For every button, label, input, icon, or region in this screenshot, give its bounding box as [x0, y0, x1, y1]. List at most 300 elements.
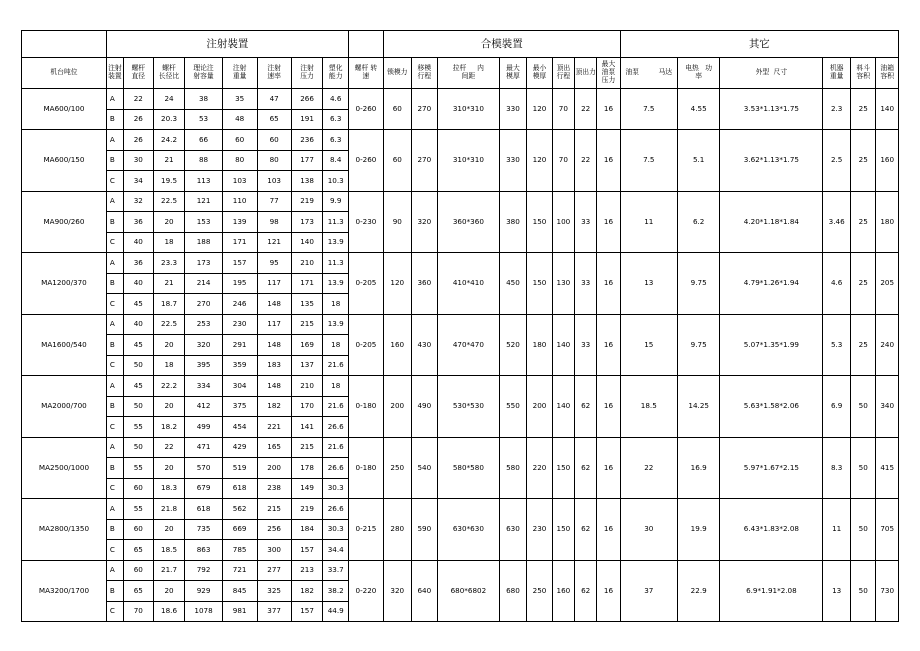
- cell-plast: 38.2: [323, 581, 348, 602]
- cell-weight: 375: [222, 396, 257, 417]
- table-row: [22, 253, 899, 274]
- cell-eject-stroke: 140: [552, 376, 574, 438]
- cell-eject-force: 62: [575, 560, 597, 622]
- cell-tiebar: 630*630: [438, 499, 500, 561]
- cell-stroke: 540: [411, 437, 438, 499]
- cell-hopper: 25: [850, 89, 875, 130]
- cell-clamp: 60: [383, 89, 411, 130]
- cell-plast: 30.3: [323, 478, 348, 499]
- cell-plast: 26.6: [323, 458, 348, 479]
- cell-min-mold: 250: [527, 560, 552, 622]
- cell-weight: 103: [222, 171, 257, 192]
- cell-rate: 325: [257, 581, 291, 602]
- cell-weight: 246: [222, 294, 257, 315]
- cell-weight: 110: [222, 191, 257, 212]
- cell-speed: 0-220: [348, 560, 383, 622]
- cell-pressure: 173: [291, 212, 323, 233]
- cell-ld: 21.7: [153, 560, 185, 581]
- cell-vol: 735: [185, 519, 222, 540]
- cell-weight: 304: [222, 376, 257, 397]
- injection-unit: B: [106, 519, 123, 540]
- cell-plast: 21.6: [323, 355, 348, 376]
- cell-dia: 26: [123, 109, 153, 130]
- cell-min-mold: 120: [527, 130, 552, 192]
- cell-plast: 18: [323, 294, 348, 315]
- column-header: 最小 模厚: [527, 58, 552, 89]
- cell-dia: 60: [123, 560, 153, 581]
- injection-unit: A: [106, 314, 123, 335]
- cell-eject-force: 62: [575, 437, 597, 499]
- cell-pressure: 219: [291, 191, 323, 212]
- cell-eject-stroke: 70: [552, 130, 574, 192]
- table-row: [22, 191, 899, 212]
- cell-dia: 40: [123, 273, 153, 294]
- column-header: 油箱 容积: [876, 58, 899, 89]
- cell-dia: 36: [123, 253, 153, 274]
- injection-unit: B: [106, 335, 123, 356]
- cell-vol: 792: [185, 560, 222, 581]
- cell-dia: 50: [123, 437, 153, 458]
- cell-heater: 19.9: [677, 499, 719, 561]
- cell-weight: 519: [222, 458, 257, 479]
- cell-tiebar: 580*580: [438, 437, 500, 499]
- cell-vol: 173: [185, 253, 222, 274]
- table-row: [22, 560, 899, 581]
- cell-ld: 20: [153, 458, 185, 479]
- cell-ld: 18: [153, 355, 185, 376]
- cell-plast: 26.6: [323, 499, 348, 520]
- cell-dia: 55: [123, 499, 153, 520]
- cell-vol: 499: [185, 417, 222, 438]
- cell-weight: 359: [222, 355, 257, 376]
- cell-rate: 300: [257, 540, 291, 561]
- cell-vol: 570: [185, 458, 222, 479]
- cell-eject-stroke: 100: [552, 191, 574, 253]
- cell-ld: 18.5: [153, 540, 185, 561]
- cell-ld: 18: [153, 232, 185, 253]
- cell-hopper: 50: [850, 437, 875, 499]
- cell-machine-weight: 11: [823, 499, 851, 561]
- cell-eject-stroke: 160: [552, 560, 574, 622]
- cell-clamp: 320: [383, 560, 411, 622]
- cell-clamp: 250: [383, 437, 411, 499]
- cell-rate: 377: [257, 601, 291, 622]
- cell-eject-force: 22: [575, 89, 597, 130]
- machine-model: MA1600/540: [22, 314, 107, 376]
- machine-model: MA2000/700: [22, 376, 107, 438]
- column-header-row: [22, 58, 899, 89]
- injection-unit: A: [106, 130, 123, 151]
- cell-speed: 0-205: [348, 253, 383, 315]
- cell-vol: 214: [185, 273, 222, 294]
- machine-model: MA600/150: [22, 130, 107, 192]
- cell-eject-force: 33: [575, 191, 597, 253]
- cell-rate: 65: [257, 109, 291, 130]
- cell-ld: 24.2: [153, 130, 185, 151]
- column-header: 理论注 射容量: [185, 58, 222, 89]
- cell-clamp: 160: [383, 314, 411, 376]
- cell-pressure: 266: [291, 89, 323, 110]
- injection-unit: C: [106, 417, 123, 438]
- cell-plast: 18: [323, 335, 348, 356]
- cell-weight: 195: [222, 273, 257, 294]
- cell-tank: 140: [876, 89, 899, 130]
- injection-unit: B: [106, 273, 123, 294]
- cell-pump-pressure: 16: [597, 89, 620, 130]
- cell-weight: 845: [222, 581, 257, 602]
- column-header: 机台吨位: [22, 58, 107, 89]
- cell-eject-force: 33: [575, 314, 597, 376]
- cell-machine-weight: 8.3: [823, 437, 851, 499]
- injection-unit: B: [106, 458, 123, 479]
- cell-plast: 33.7: [323, 560, 348, 581]
- cell-dia: 60: [123, 519, 153, 540]
- cell-max-mold: 330: [499, 130, 527, 192]
- cell-stroke: 430: [411, 314, 438, 376]
- cell-vol: 188: [185, 232, 222, 253]
- cell-vol: 929: [185, 581, 222, 602]
- injection-unit: A: [106, 376, 123, 397]
- cell-plast: 4.6: [323, 89, 348, 110]
- injection-unit: C: [106, 478, 123, 499]
- cell-weight: 454: [222, 417, 257, 438]
- cell-weight: 171: [222, 232, 257, 253]
- table-row: [22, 130, 899, 151]
- cell-max-mold: 450: [499, 253, 527, 315]
- group-header-row: [22, 31, 899, 58]
- cell-dia: 32: [123, 191, 153, 212]
- cell-hopper: 25: [850, 314, 875, 376]
- cell-dimensions: 5.97*1.67*2.15: [720, 437, 823, 499]
- group-other: 其它: [620, 31, 898, 58]
- cell-speed: 0-205: [348, 314, 383, 376]
- cell-pressure: 215: [291, 437, 323, 458]
- cell-weight: 157: [222, 253, 257, 274]
- cell-dia: 45: [123, 376, 153, 397]
- cell-rate: 117: [257, 314, 291, 335]
- cell-dia: 50: [123, 355, 153, 376]
- cell-machine-weight: 5.3: [823, 314, 851, 376]
- cell-max-mold: 680: [499, 560, 527, 622]
- cell-pressure: 171: [291, 273, 323, 294]
- cell-max-mold: 520: [499, 314, 527, 376]
- cell-speed: 0-215: [348, 499, 383, 561]
- cell-tiebar: 530*530: [438, 376, 500, 438]
- group-injection: 注射裝置: [106, 31, 348, 58]
- cell-weight: 139: [222, 212, 257, 233]
- cell-plast: 26.6: [323, 417, 348, 438]
- cell-pump-pressure: 16: [597, 191, 620, 253]
- column-header: 锁模力: [383, 58, 411, 89]
- cell-ld: 20: [153, 581, 185, 602]
- cell-ld: 18.3: [153, 478, 185, 499]
- cell-rate: 238: [257, 478, 291, 499]
- cell-plast: 6.3: [323, 130, 348, 151]
- cell-hopper: 25: [850, 191, 875, 253]
- cell-heater: 5.1: [677, 130, 719, 192]
- cell-pump-pressure: 16: [597, 253, 620, 315]
- cell-dia: 40: [123, 232, 153, 253]
- column-header: 最大 模厚: [499, 58, 527, 89]
- cell-machine-weight: 2.5: [823, 130, 851, 192]
- cell-vol: 253: [185, 314, 222, 335]
- column-header: 外型 尺寸: [720, 58, 823, 89]
- cell-vol: 270: [185, 294, 222, 315]
- cell-rate: 117: [257, 273, 291, 294]
- cell-dimensions: 5.63*1.58*2.06: [720, 376, 823, 438]
- cell-motor: 15: [620, 314, 677, 376]
- cell-stroke: 640: [411, 560, 438, 622]
- cell-pressure: 191: [291, 109, 323, 130]
- cell-pressure: 138: [291, 171, 323, 192]
- cell-vol: 863: [185, 540, 222, 561]
- cell-dia: 65: [123, 540, 153, 561]
- cell-pump-pressure: 16: [597, 437, 620, 499]
- cell-rate: 47: [257, 89, 291, 110]
- cell-weight: 35: [222, 89, 257, 110]
- cell-rate: 182: [257, 396, 291, 417]
- column-header: 料斗 容积: [850, 58, 875, 89]
- injection-unit: B: [106, 212, 123, 233]
- cell-pressure: 157: [291, 601, 323, 622]
- cell-dia: 30: [123, 150, 153, 171]
- cell-rate: 121: [257, 232, 291, 253]
- injection-unit: B: [106, 581, 123, 602]
- cell-ld: 20: [153, 519, 185, 540]
- cell-vol: 618: [185, 499, 222, 520]
- column-header: 塑化 能力: [323, 58, 348, 89]
- cell-plast: 13.9: [323, 273, 348, 294]
- cell-dia: 45: [123, 335, 153, 356]
- cell-dia: 34: [123, 171, 153, 192]
- cell-ld: 20: [153, 396, 185, 417]
- cell-vol: 113: [185, 171, 222, 192]
- cell-weight: 80: [222, 150, 257, 171]
- cell-hopper: 50: [850, 499, 875, 561]
- column-header: 拉杆 内 间距: [438, 58, 500, 89]
- cell-tank: 705: [876, 499, 899, 561]
- cell-clamp: 280: [383, 499, 411, 561]
- cell-vol: 334: [185, 376, 222, 397]
- cell-motor: 7.5: [620, 130, 677, 192]
- column-header: 螺杆 直径: [123, 58, 153, 89]
- cell-stroke: 590: [411, 499, 438, 561]
- cell-weight: 291: [222, 335, 257, 356]
- cell-eject-stroke: 130: [552, 253, 574, 315]
- cell-rate: 221: [257, 417, 291, 438]
- column-header: 移模 行程: [411, 58, 438, 89]
- cell-dimensions: 6.9*1.91*2.08: [720, 560, 823, 622]
- cell-vol: 412: [185, 396, 222, 417]
- cell-ld: 22.5: [153, 191, 185, 212]
- cell-pressure: 177: [291, 150, 323, 171]
- cell-clamp: 120: [383, 253, 411, 315]
- cell-dimensions: 3.53*1.13*1.75: [720, 89, 823, 130]
- cell-ld: 22: [153, 437, 185, 458]
- group-clamping: 合模裝置: [383, 31, 620, 58]
- cell-stroke: 360: [411, 253, 438, 315]
- cell-ld: 21: [153, 273, 185, 294]
- column-header: 螺杆 转 速: [348, 58, 383, 89]
- column-header: 电热 功 率: [677, 58, 719, 89]
- cell-vol: 679: [185, 478, 222, 499]
- cell-pressure: 141: [291, 417, 323, 438]
- cell-plast: 21.6: [323, 437, 348, 458]
- cell-machine-weight: 4.6: [823, 253, 851, 315]
- cell-min-mold: 150: [527, 253, 552, 315]
- column-header: 顶出 行程: [552, 58, 574, 89]
- cell-eject-stroke: 140: [552, 314, 574, 376]
- cell-min-mold: 120: [527, 89, 552, 130]
- cell-weight: 981: [222, 601, 257, 622]
- cell-speed: 0-230: [348, 191, 383, 253]
- cell-vol: 121: [185, 191, 222, 212]
- cell-pressure: 213: [291, 560, 323, 581]
- cell-hopper: 50: [850, 560, 875, 622]
- cell-ld: 21.8: [153, 499, 185, 520]
- cell-pressure: 149: [291, 478, 323, 499]
- cell-ld: 22.2: [153, 376, 185, 397]
- cell-tank: 340: [876, 376, 899, 438]
- column-header: 注射 压力: [291, 58, 323, 89]
- cell-tiebar: 470*470: [438, 314, 500, 376]
- cell-heater: 4.55: [677, 89, 719, 130]
- injection-unit: A: [106, 253, 123, 274]
- cell-plast: 30.3: [323, 519, 348, 540]
- cell-max-mold: 630: [499, 499, 527, 561]
- cell-weight: 429: [222, 437, 257, 458]
- cell-speed: 0-180: [348, 376, 383, 438]
- cell-ld: 20: [153, 335, 185, 356]
- cell-vol: 471: [185, 437, 222, 458]
- machine-model: MA2500/1000: [22, 437, 107, 499]
- cell-tiebar: 360*360: [438, 191, 500, 253]
- cell-rate: 256: [257, 519, 291, 540]
- cell-pressure: 210: [291, 376, 323, 397]
- cell-pump-pressure: 16: [597, 499, 620, 561]
- cell-tank: 240: [876, 314, 899, 376]
- cell-tank: 730: [876, 560, 899, 622]
- cell-min-mold: 220: [527, 437, 552, 499]
- cell-tank: 160: [876, 130, 899, 192]
- cell-rate: 165: [257, 437, 291, 458]
- cell-pressure: 219: [291, 499, 323, 520]
- column-header: 机器 重量: [823, 58, 851, 89]
- cell-max-mold: 380: [499, 191, 527, 253]
- cell-min-mold: 230: [527, 499, 552, 561]
- injection-unit: B: [106, 150, 123, 171]
- injection-unit: B: [106, 396, 123, 417]
- cell-clamp: 200: [383, 376, 411, 438]
- cell-tiebar: 310*310: [438, 89, 500, 130]
- cell-machine-weight: 2.3: [823, 89, 851, 130]
- cell-stroke: 270: [411, 130, 438, 192]
- cell-ld: 21: [153, 150, 185, 171]
- cell-eject-force: 22: [575, 130, 597, 192]
- cell-weight: 562: [222, 499, 257, 520]
- machine-model: MA1200/370: [22, 253, 107, 315]
- cell-dimensions: 4.20*1.18*1.84: [720, 191, 823, 253]
- cell-plast: 10.3: [323, 171, 348, 192]
- cell-dimensions: 6.43*1.83*2.08: [720, 499, 823, 561]
- cell-plast: 9.9: [323, 191, 348, 212]
- cell-max-mold: 580: [499, 437, 527, 499]
- cell-pressure: 184: [291, 519, 323, 540]
- cell-dia: 65: [123, 581, 153, 602]
- cell-ld: 18.2: [153, 417, 185, 438]
- cell-stroke: 320: [411, 191, 438, 253]
- group-gap-cell: [348, 31, 383, 58]
- cell-heater: 9.75: [677, 314, 719, 376]
- cell-pump-pressure: 16: [597, 376, 620, 438]
- machine-model: MA2800/1350: [22, 499, 107, 561]
- cell-plast: 18: [323, 376, 348, 397]
- column-header: 油泵 马达: [620, 58, 677, 89]
- cell-weight: 48: [222, 109, 257, 130]
- cell-ld: 19.5: [153, 171, 185, 192]
- cell-stroke: 270: [411, 89, 438, 130]
- injection-unit: A: [106, 191, 123, 212]
- cell-dia: 55: [123, 458, 153, 479]
- cell-min-mold: 180: [527, 314, 552, 376]
- cell-plast: 11.3: [323, 253, 348, 274]
- cell-pressure: 137: [291, 355, 323, 376]
- cell-tank: 205: [876, 253, 899, 315]
- cell-heater: 16.9: [677, 437, 719, 499]
- column-header: 注射 装置: [106, 58, 123, 89]
- cell-vol: 88: [185, 150, 222, 171]
- cell-eject-stroke: 150: [552, 499, 574, 561]
- cell-motor: 18.5: [620, 376, 677, 438]
- cell-vol: 38: [185, 89, 222, 110]
- cell-pump-pressure: 16: [597, 314, 620, 376]
- cell-pressure: 236: [291, 130, 323, 151]
- cell-heater: 22.9: [677, 560, 719, 622]
- cell-stroke: 490: [411, 376, 438, 438]
- cell-eject-force: 62: [575, 499, 597, 561]
- column-header: 注射 重量: [222, 58, 257, 89]
- injection-unit: C: [106, 294, 123, 315]
- table-row: [22, 314, 899, 335]
- cell-rate: 95: [257, 253, 291, 274]
- cell-hopper: 25: [850, 253, 875, 315]
- cell-eject-stroke: 70: [552, 89, 574, 130]
- injection-unit: A: [106, 560, 123, 581]
- table-row: [22, 499, 899, 520]
- cell-dia: 60: [123, 478, 153, 499]
- cell-min-mold: 200: [527, 376, 552, 438]
- cell-pump-pressure: 16: [597, 560, 620, 622]
- cell-pressure: 170: [291, 396, 323, 417]
- injection-unit: A: [106, 89, 123, 110]
- machine-model: MA3200/1700: [22, 560, 107, 622]
- cell-pressure: 210: [291, 253, 323, 274]
- cell-max-mold: 550: [499, 376, 527, 438]
- cell-plast: 34.4: [323, 540, 348, 561]
- cell-machine-weight: 6.9: [823, 376, 851, 438]
- cell-dimensions: 4.79*1.26*1.94: [720, 253, 823, 315]
- table-row: [22, 437, 899, 458]
- cell-plast: 44.9: [323, 601, 348, 622]
- column-header: 顶出力: [575, 58, 597, 89]
- corner-cell: [22, 31, 107, 58]
- cell-vol: 53: [185, 109, 222, 130]
- cell-rate: 77: [257, 191, 291, 212]
- cell-dia: 36: [123, 212, 153, 233]
- cell-heater: 14.25: [677, 376, 719, 438]
- cell-dia: 50: [123, 396, 153, 417]
- cell-weight: 785: [222, 540, 257, 561]
